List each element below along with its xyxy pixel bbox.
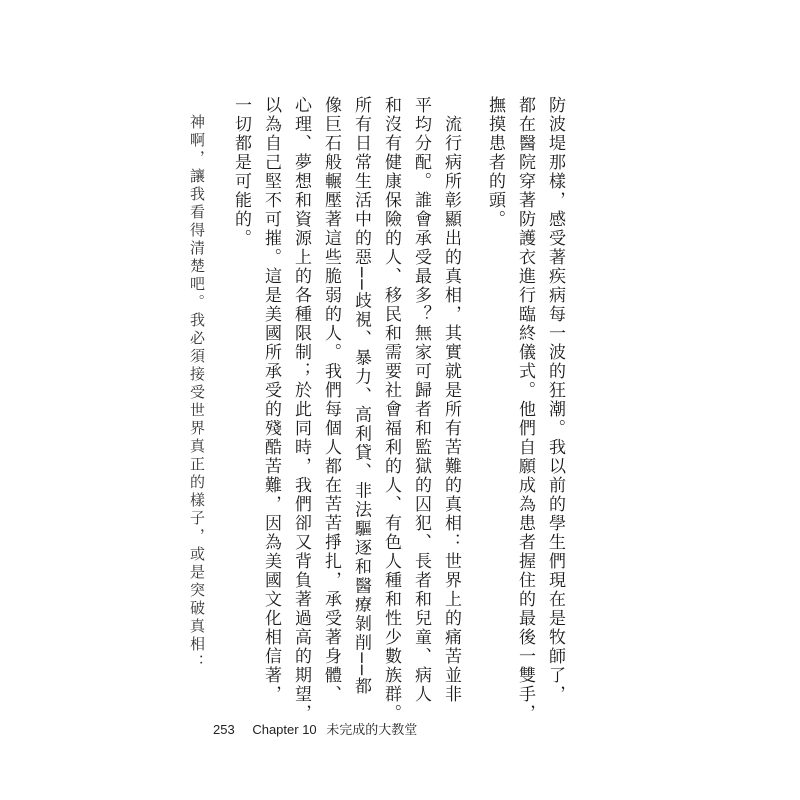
paragraph-gap bbox=[212, 96, 226, 656]
text-line: 防波堤那樣，感受著疾病每一波的狂潮。我以前的學生們現在是牧師了， bbox=[545, 96, 565, 704]
quote-line: 神啊，讓我看得清楚吧。我必須接受世界真正的樣子，或是突破真相： bbox=[188, 96, 206, 672]
vertical-body-text bbox=[182, 96, 570, 723]
chapter-title: 未完成的大教堂 bbox=[326, 722, 418, 737]
text-line: 以為自己堅不可摧。這是美國所承受的殘酷苦難，因為美國文化相信著， bbox=[261, 96, 281, 704]
text-line: 一切都是可能的。 bbox=[231, 96, 251, 248]
text-line: 所有日常生活中的惡──歧視、暴力、高利貸、非法驅逐和醫療剝削──都 bbox=[351, 96, 371, 696]
page-footer bbox=[213, 719, 417, 738]
text-line: 心理、夢想和資源上的各種限制；於此同時，我們卻又背負著過高的期望， bbox=[291, 96, 311, 723]
chapter-label: Chapter 10 bbox=[252, 722, 317, 737]
text-line: 平均分配。誰會承受最多？無家可歸者和監獄的囚犯、長者和兒童、病人 bbox=[411, 96, 431, 704]
text-line: 和沒有健康保險的人、移民和需要社會福利的人、有色人種和性少數族群。 bbox=[381, 96, 401, 723]
text-line: 像巨石般輾壓著這些脆弱的人。我們每個人都在苦苦掙扎，承受著身體、 bbox=[321, 96, 341, 704]
text-line: 流行病所彰顯出的真相，其實就是所有苦難的真相：世界上的痛苦並非 bbox=[441, 96, 461, 704]
text-line: 撫摸患者的頭。 bbox=[485, 96, 505, 229]
page-number: 253 bbox=[213, 722, 235, 737]
paragraph-gap bbox=[466, 96, 480, 656]
text-line: 都在醫院穿著防護衣進行臨終儀式。他們自願成為患者握住的最後一雙手， bbox=[515, 96, 535, 723]
